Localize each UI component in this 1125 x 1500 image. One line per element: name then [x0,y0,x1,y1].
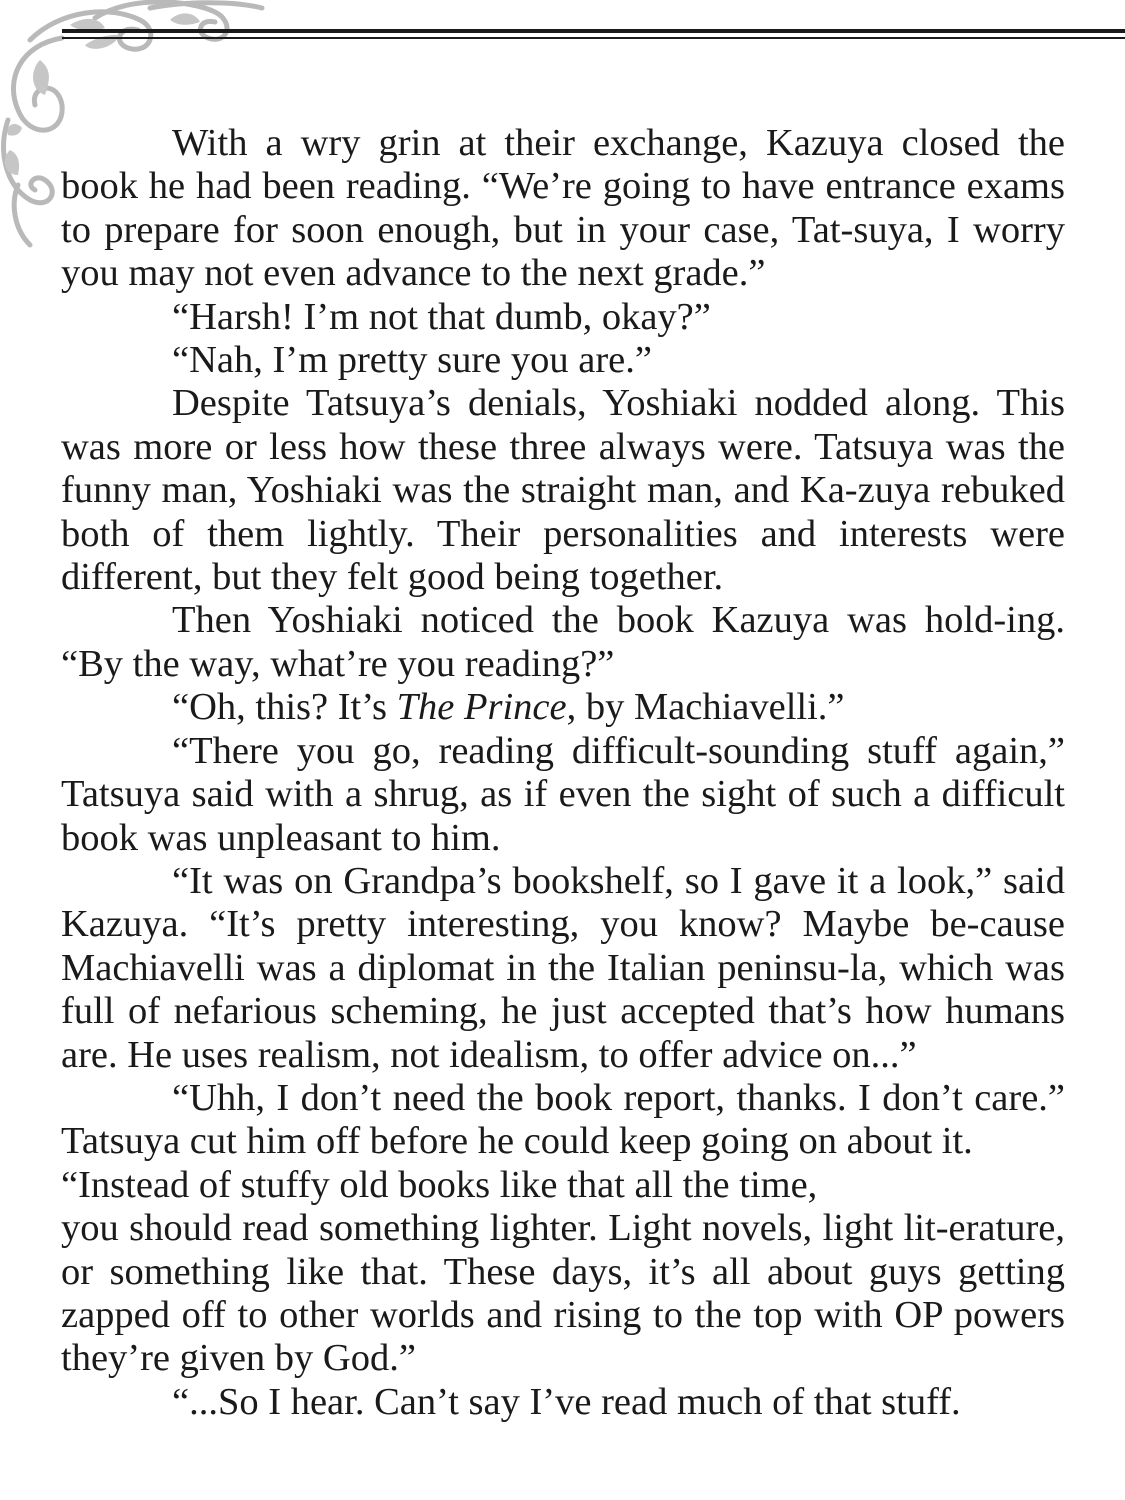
paragraph: “Nah, I’m pretty sure you are.” [172,339,652,382]
paragraph: “Instead of stuffy old books like that all the time, [61,1163,818,1206]
book-title: The Prince [396,686,567,729]
paragraph [61,686,1065,729]
paragraph: “It was on Grandpa’s bookshelf, so I gave it a look,” said Kazuya. “It’s pretty interesting, you know? Maybe be-cause Machiavelli was a diplomat in the Italian peninsu-la, which was full of nefarious scheming, he just accepted that’s how humans are. He uses realism, not idealism, to offer advice on...” [61,859,1065,1076]
paragraph: “There you go, reading difficult-sounding stuff again,” Tatsuya said with a shrug, as if even the sight of such a difficult book was unpleasant to him. [61,729,1065,859]
quote-suffix: , by Machiavelli.” [566,686,845,729]
paragraph: Then Yoshiaki noticed the book Kazuya was hold-ing. “By the way, what’re you reading?” [61,599,1065,685]
paragraph: you should read something lighter. Light novels, light lit-erature, or something like that. These days, it’s all about guys getting zapped off to other worlds and rising to the top with OP powers they’re given by God.” [61,1207,1065,1380]
paragraph: “Harsh! I’m not that dumb, okay?” [172,295,711,338]
paragraph: “...So I hear. Can’t say I’ve read much of that stuff. [172,1380,961,1423]
header-rule-thin [62,37,1125,39]
page-body [61,122,1065,1424]
paragraph: Despite Tatsuya’s denials, Yoshiaki nodded along. This was more or less how these three always were. Tatsuya was the funny man, Yoshiaki was the straight man, and Ka-zuya rebuked both of them lightly. Their personalities and interests were different, but they felt good being together. [61,382,1065,599]
header-rule-thick [62,29,1125,33]
paragraph: “Uhh, I don’t need the book report, thanks. I don’t care.” Tatsuya cut him off before he could keep going on about it. [61,1076,1065,1163]
paragraph: With a wry grin at their exchange, Kazuya closed the book he had been reading. “We’re going to have entrance exams to prepare for soon enough, but in your case, Tat-suya, I worry you may not even advance to the next grade.” [61,122,1065,295]
quote-prefix: “Oh, this? It’s [172,686,397,729]
